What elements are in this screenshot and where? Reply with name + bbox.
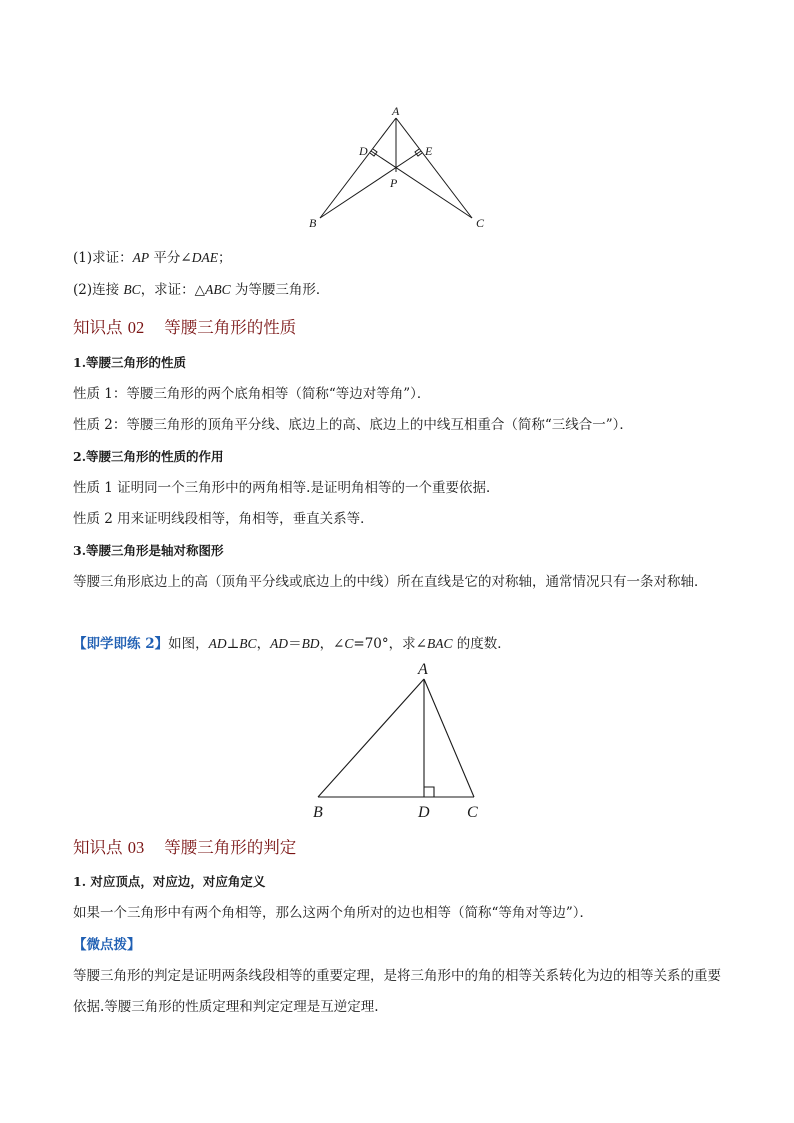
label-a: A xyxy=(392,104,400,118)
property-2: 性质 2：等腰三角形的顶角平分线、底边上的高、底边上的中线互相重合（简称“三线合一”）． xyxy=(73,417,633,433)
use-1: 性质 1 证明同一个三角形中的两角相等.是证明角相等的一个重要依据． xyxy=(73,480,500,496)
segment-cd xyxy=(371,151,472,218)
label-b: B xyxy=(313,804,323,821)
tip-text: 等腰三角形的判定是证明两条线段相等的重要定理，是将三角形中的角的相等关系转化为边的相等关系的重要依据.等腰三角形的性质定理和判定定理是互逆定理. xyxy=(73,968,721,1015)
practice-2: 【即学即练 2】如图，AD⊥BC，AD＝BD，∠C=70°，求∠BAC 的度数． xyxy=(73,636,511,652)
label-c: C xyxy=(476,216,485,230)
label-a: A xyxy=(418,661,428,678)
segment-ac xyxy=(424,679,474,797)
figure-triangle-bisector xyxy=(300,100,500,235)
right-angle-mark xyxy=(424,787,434,797)
segment-be xyxy=(320,151,421,218)
segment-ac xyxy=(396,118,472,218)
label-p: P xyxy=(390,176,398,190)
question-part-2: (2)连接 BC，求证：△ABC 为等腰三角形． xyxy=(73,282,330,298)
label-e: E xyxy=(425,144,433,158)
label-c: C xyxy=(467,804,478,821)
label-b: B xyxy=(309,216,317,230)
label-d: D xyxy=(359,144,368,158)
definition-text: 如果一个三角形中有两个角相等，那么这两个角所对的边也相等（简称“等角对等边”）． xyxy=(73,905,594,921)
question-part-1: (1)求证：AP 平分∠DAE； xyxy=(73,250,232,266)
subheading-definition: 1. 对应顶点，对应边，对应角定义 xyxy=(73,874,266,889)
section-heading-02: 知识点 02 等腰三角形的性质 xyxy=(73,318,297,337)
label-d: D xyxy=(418,804,430,821)
axis-description: 等腰三角形底边上的高（顶角平分线或底边上的中线）所在直线是它的对称轴，通常情况只有一条对称轴． xyxy=(73,574,708,590)
property-1: 性质 1：等腰三角形的两个底角相等（简称“等边对等角”）． xyxy=(73,386,431,402)
segment-ab xyxy=(318,679,424,797)
subheading-property-uses: 2.等腰三角形的性质的作用 xyxy=(73,449,224,464)
segment-ab xyxy=(320,118,396,218)
figure-triangle-altitude xyxy=(300,655,500,825)
use-2: 性质 2 用来证明线段相等，角相等，垂直关系等． xyxy=(73,511,374,527)
subheading-properties: 1.等腰三角形的性质 xyxy=(73,355,187,370)
subheading-axis-symmetry: 3.等腰三角形是轴对称图形 xyxy=(73,543,224,558)
tip-tag: 【微点拨】 xyxy=(73,937,141,953)
section-heading-03: 知识点 03 等腰三角形的判定 xyxy=(73,838,297,857)
practice-tag: 【即学即练 2】 xyxy=(73,636,169,652)
